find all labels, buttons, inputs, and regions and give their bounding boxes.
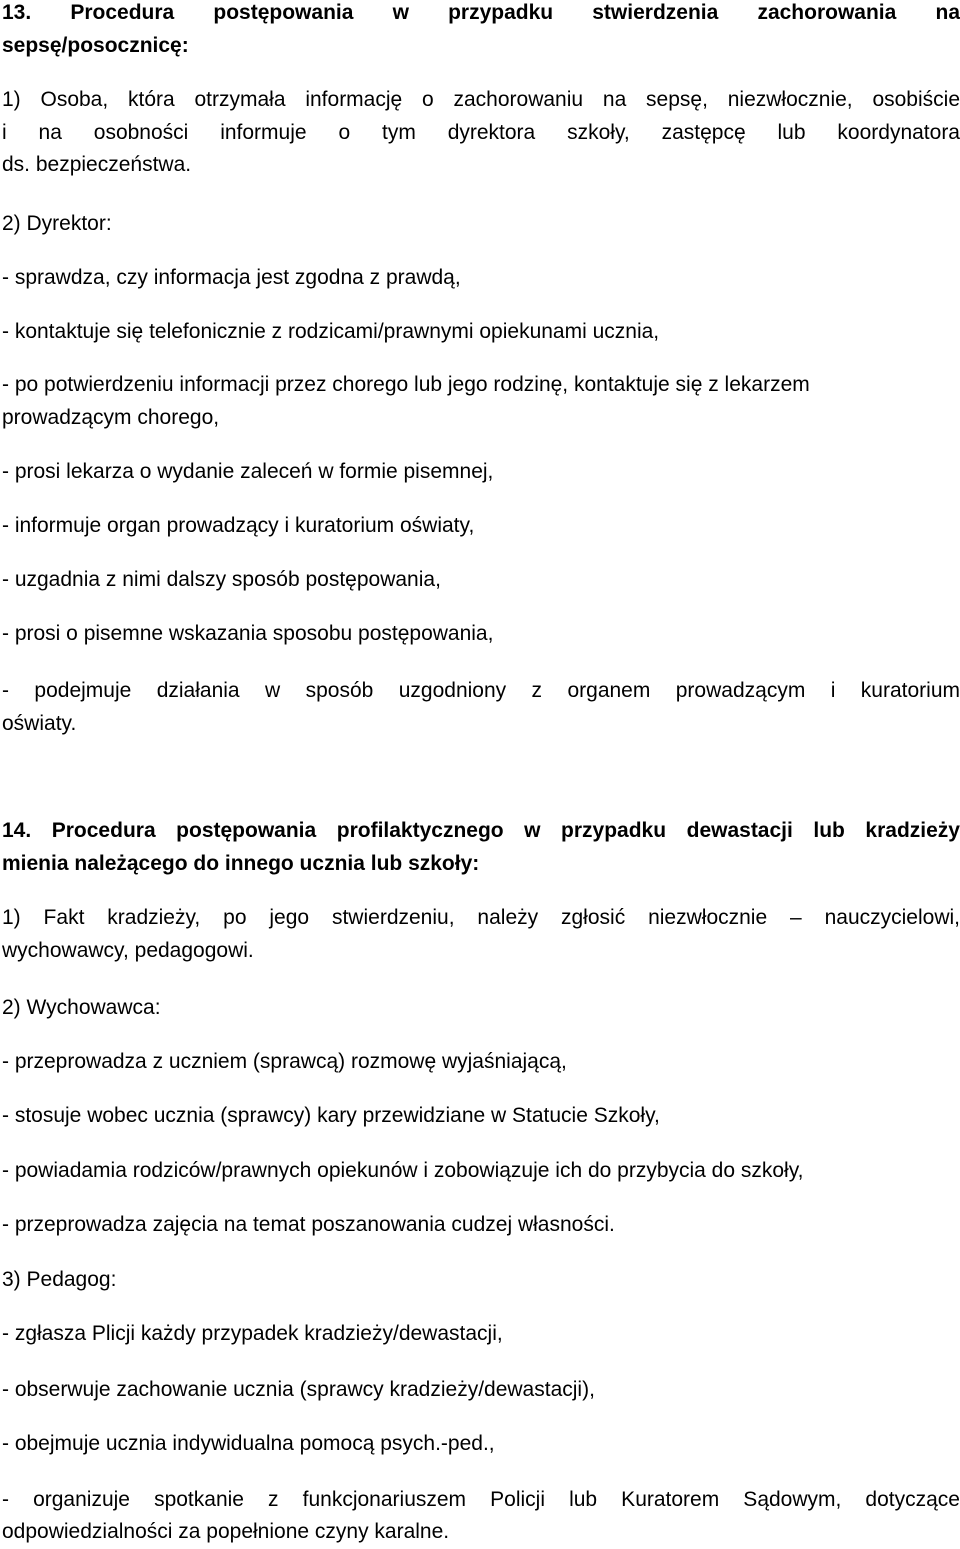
- section-13-bullet: - uzgadnia z nimi dalszy sposób postępowania,: [2, 568, 441, 591]
- section-14-item-3-label: 3) Pedagog:: [2, 1268, 117, 1291]
- section-13-item-1-line-2: i na osobności informuje o tym dyrektora szkoły, zastępcę lub koordynatora: [2, 121, 960, 144]
- section-14-heading-line-1: 14. Procedura postępowania profilaktycznego w przypadku dewastacji lub kradzieży: [2, 819, 960, 842]
- section-13-bullet: - sprawdza, czy informacja jest zgodna z prawdą,: [2, 266, 461, 289]
- section-13-item-2-label: 2) Dyrektor:: [2, 212, 112, 235]
- section-13-heading-line-2: sepsę/posocznicę:: [2, 34, 189, 57]
- section-13-bullet-continuation: oświaty.: [2, 712, 77, 735]
- section-13-item-1-line-1: 1) Osoba, która otrzymała informację o zachorowaniu na sepsę, niezwłocznie, osobiście: [2, 88, 960, 111]
- section-14-item-2-bullet: - powiadamia rodziców/prawnych opiekunów i zobowiązuje ich do przybycia do szkoły,: [2, 1159, 804, 1182]
- section-14-item-2-bullet: - stosuje wobec ucznia (sprawcy) kary przewidziane w Statucie Szkoły,: [2, 1104, 660, 1127]
- section-14-item-1-line-1: 1) Fakt kradzieży, po jego stwierdzeniu, należy zgłosić niezwłocznie – nauczycielowi,: [2, 906, 960, 929]
- section-13-heading-line-1: 13. Procedura postępowania w przypadku stwierdzenia zachorowania na: [2, 1, 960, 24]
- section-13-bullet: - po potwierdzeniu informacji przez chorego lub jego rodzinę, kontaktuje się z lekarzem: [2, 373, 810, 396]
- section-13-bullet: - prosi o pisemne wskazania sposobu postępowania,: [2, 622, 494, 645]
- section-14-heading-line-2: mienia należącego do innego ucznia lub szkoły:: [2, 852, 480, 875]
- section-13-item-1-line-3: ds. bezpieczeństwa.: [2, 153, 192, 176]
- section-13-bullet: - prosi lekarza o wydanie zaleceń w formie pisemnej,: [2, 460, 494, 483]
- section-14-item-3-bullet: - organizuje spotkanie z funkcjonariuszem Policji lub Kuratorem Sądowym, dotyczące: [2, 1488, 960, 1511]
- section-13-bullet-continuation: prowadzącym chorego,: [2, 406, 220, 429]
- section-14-item-2-bullet: - przeprowadza z uczniem (sprawcą) rozmowę wyjaśniającą,: [2, 1050, 567, 1073]
- section-14-item-3-bullet-continuation: odpowiedzialności za popełnione czyny karalne.: [2, 1520, 450, 1543]
- section-13-bullet: - informuje organ prowadzący i kuratorium oświaty,: [2, 514, 475, 537]
- section-14-item-3-bullet: - zgłasza Plicji każdy przypadek kradzieży/dewastacji,: [2, 1322, 503, 1345]
- section-14-item-1-line-2: wychowawcy, pedagogowi.: [2, 939, 254, 962]
- section-13-bullet: - podejmuje działania w sposób uzgodniony z organem prowadzącym i kuratorium: [2, 679, 960, 702]
- section-13-bullet: - kontaktuje się telefonicznie z rodzicami/prawnymi opiekunami ucznia,: [2, 320, 660, 343]
- section-14-item-3-bullet: - obejmuje ucznia indywidualna pomocą psych.-ped.,: [2, 1432, 495, 1455]
- section-14-item-2-label: 2) Wychowawca:: [2, 996, 161, 1019]
- section-14-item-3-bullet: - obserwuje zachowanie ucznia (sprawcy kradzieży/dewastacji),: [2, 1378, 595, 1401]
- section-14-item-2-bullet: - przeprowadza zajęcia na temat poszanowania cudzej własności.: [2, 1213, 615, 1236]
